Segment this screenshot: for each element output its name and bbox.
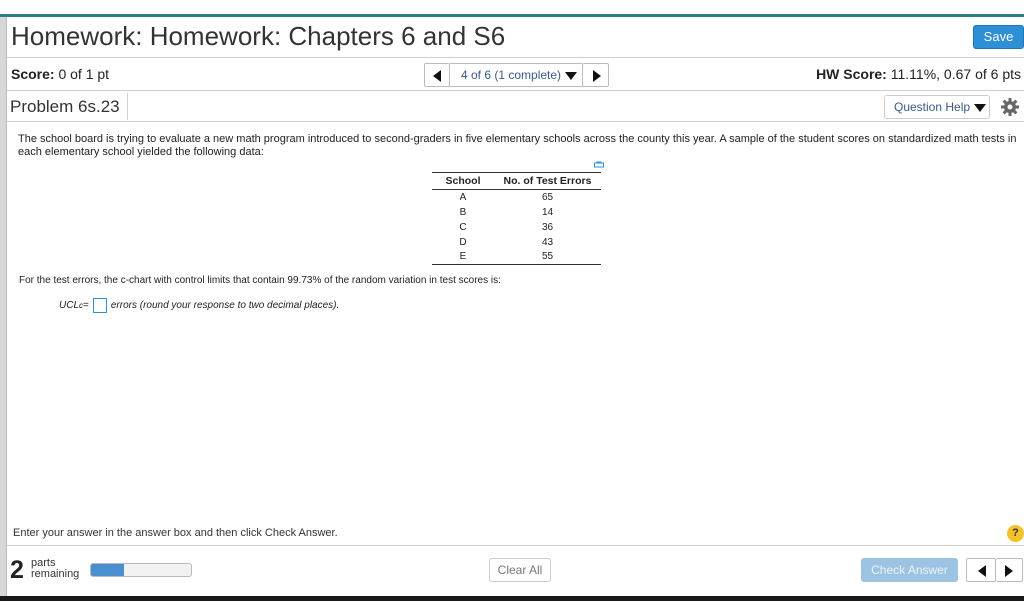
instructions-text: Enter your answer in the answer box and then click Check Answer. <box>13 527 338 539</box>
table-row <box>432 220 601 235</box>
data-table <box>432 172 601 265</box>
next-arrow-icon <box>1005 565 1013 577</box>
divider <box>7 57 1024 58</box>
header-accent-line <box>0 14 1024 17</box>
hw-score-label: HW Score: <box>816 66 887 82</box>
save-button[interactable]: Save <box>973 25 1024 49</box>
divider <box>7 121 1024 122</box>
table-cell-errors: 43 <box>541 236 554 248</box>
ucl-answer-input[interactable] <box>93 298 107 313</box>
table-row <box>432 250 601 265</box>
question-intro: The school board is trying to evaluate a new math program introduced to second-graders in five elementary schools across the county this year. A sample of the student scores on standardized math tests in each elementary school yielded the following data: <box>18 133 1017 158</box>
previous-question-button[interactable] <box>424 63 450 87</box>
table-cell-school: D <box>459 236 467 248</box>
table-cell-errors: 14 <box>541 206 554 218</box>
question-status: 4 of 6 (1 complete) <box>461 68 562 82</box>
divider <box>7 545 1024 546</box>
prev-arrow-icon <box>433 70 441 82</box>
column-header-errors: No. of Test Errors <box>494 173 601 190</box>
column-header-school: School <box>432 173 494 190</box>
ucl-subscript: c <box>79 301 84 310</box>
ucl-equals: = <box>83 300 89 311</box>
table-cell-school: B <box>459 206 467 218</box>
dropdown-caret-icon <box>565 72 577 80</box>
check-answer-button[interactable]: Check Answer <box>861 558 958 582</box>
print-icon[interactable] <box>594 161 604 169</box>
table-cell-school: C <box>459 221 467 233</box>
ucl-rounding-note: errors (round your response to two decimal places). <box>110 300 340 311</box>
prev-arrow-icon <box>978 565 986 577</box>
problem-label: Problem 6s.23 <box>7 93 128 120</box>
question-select-dropdown[interactable] <box>450 63 582 87</box>
score-label: Score: <box>11 66 55 82</box>
next-part-button[interactable] <box>996 558 1023 582</box>
table-header-row <box>432 173 601 190</box>
next-arrow-icon <box>593 70 601 82</box>
table-cell-errors: 55 <box>494 250 601 265</box>
dropdown-caret-icon <box>974 104 986 112</box>
parts-label-line2: remaining <box>31 568 80 580</box>
ucl-label: UCL <box>59 300 80 311</box>
parts-remaining-label <box>31 558 79 580</box>
ucl-answer-row <box>59 298 339 313</box>
table-cell-school: E <box>432 250 494 265</box>
left-panel-edge <box>0 17 7 597</box>
help-icon[interactable]: ? <box>1007 525 1024 542</box>
table-row <box>432 205 601 220</box>
table-row <box>432 190 601 205</box>
score-value: 0 of 1 pt <box>58 66 110 82</box>
divider <box>7 90 1024 91</box>
cchart-prompt: For the test errors, the c-chart with control limits that contain 99.73% of the random variation in test scores is: <box>19 275 501 286</box>
browser-top-strip <box>0 0 1024 14</box>
previous-part-button[interactable] <box>966 558 996 582</box>
question-help-label: Question Help <box>894 100 971 114</box>
progress-fill <box>91 564 124 576</box>
score <box>11 66 109 82</box>
gear-icon[interactable] <box>1000 97 1020 117</box>
page-title: Homework: Homework: Chapters 6 and S6 <box>11 21 506 51</box>
table-cell-errors: 65 <box>541 191 554 203</box>
table-cell-errors: 36 <box>541 221 554 233</box>
parts-label-line1: parts <box>31 557 56 569</box>
hw-score <box>816 66 1021 82</box>
hw-score-value: 11.11%, 0.67 of 6 pts <box>890 66 1021 82</box>
bottom-edge <box>0 596 1024 601</box>
question-help-button[interactable] <box>884 95 990 119</box>
parts-progress-bar <box>90 563 192 577</box>
table-cell-school: A <box>459 191 467 203</box>
table-row <box>432 235 601 250</box>
next-question-button[interactable] <box>582 63 609 87</box>
parts-remaining-count: 2 <box>10 556 24 584</box>
clear-all-button[interactable]: Clear All <box>489 558 551 582</box>
